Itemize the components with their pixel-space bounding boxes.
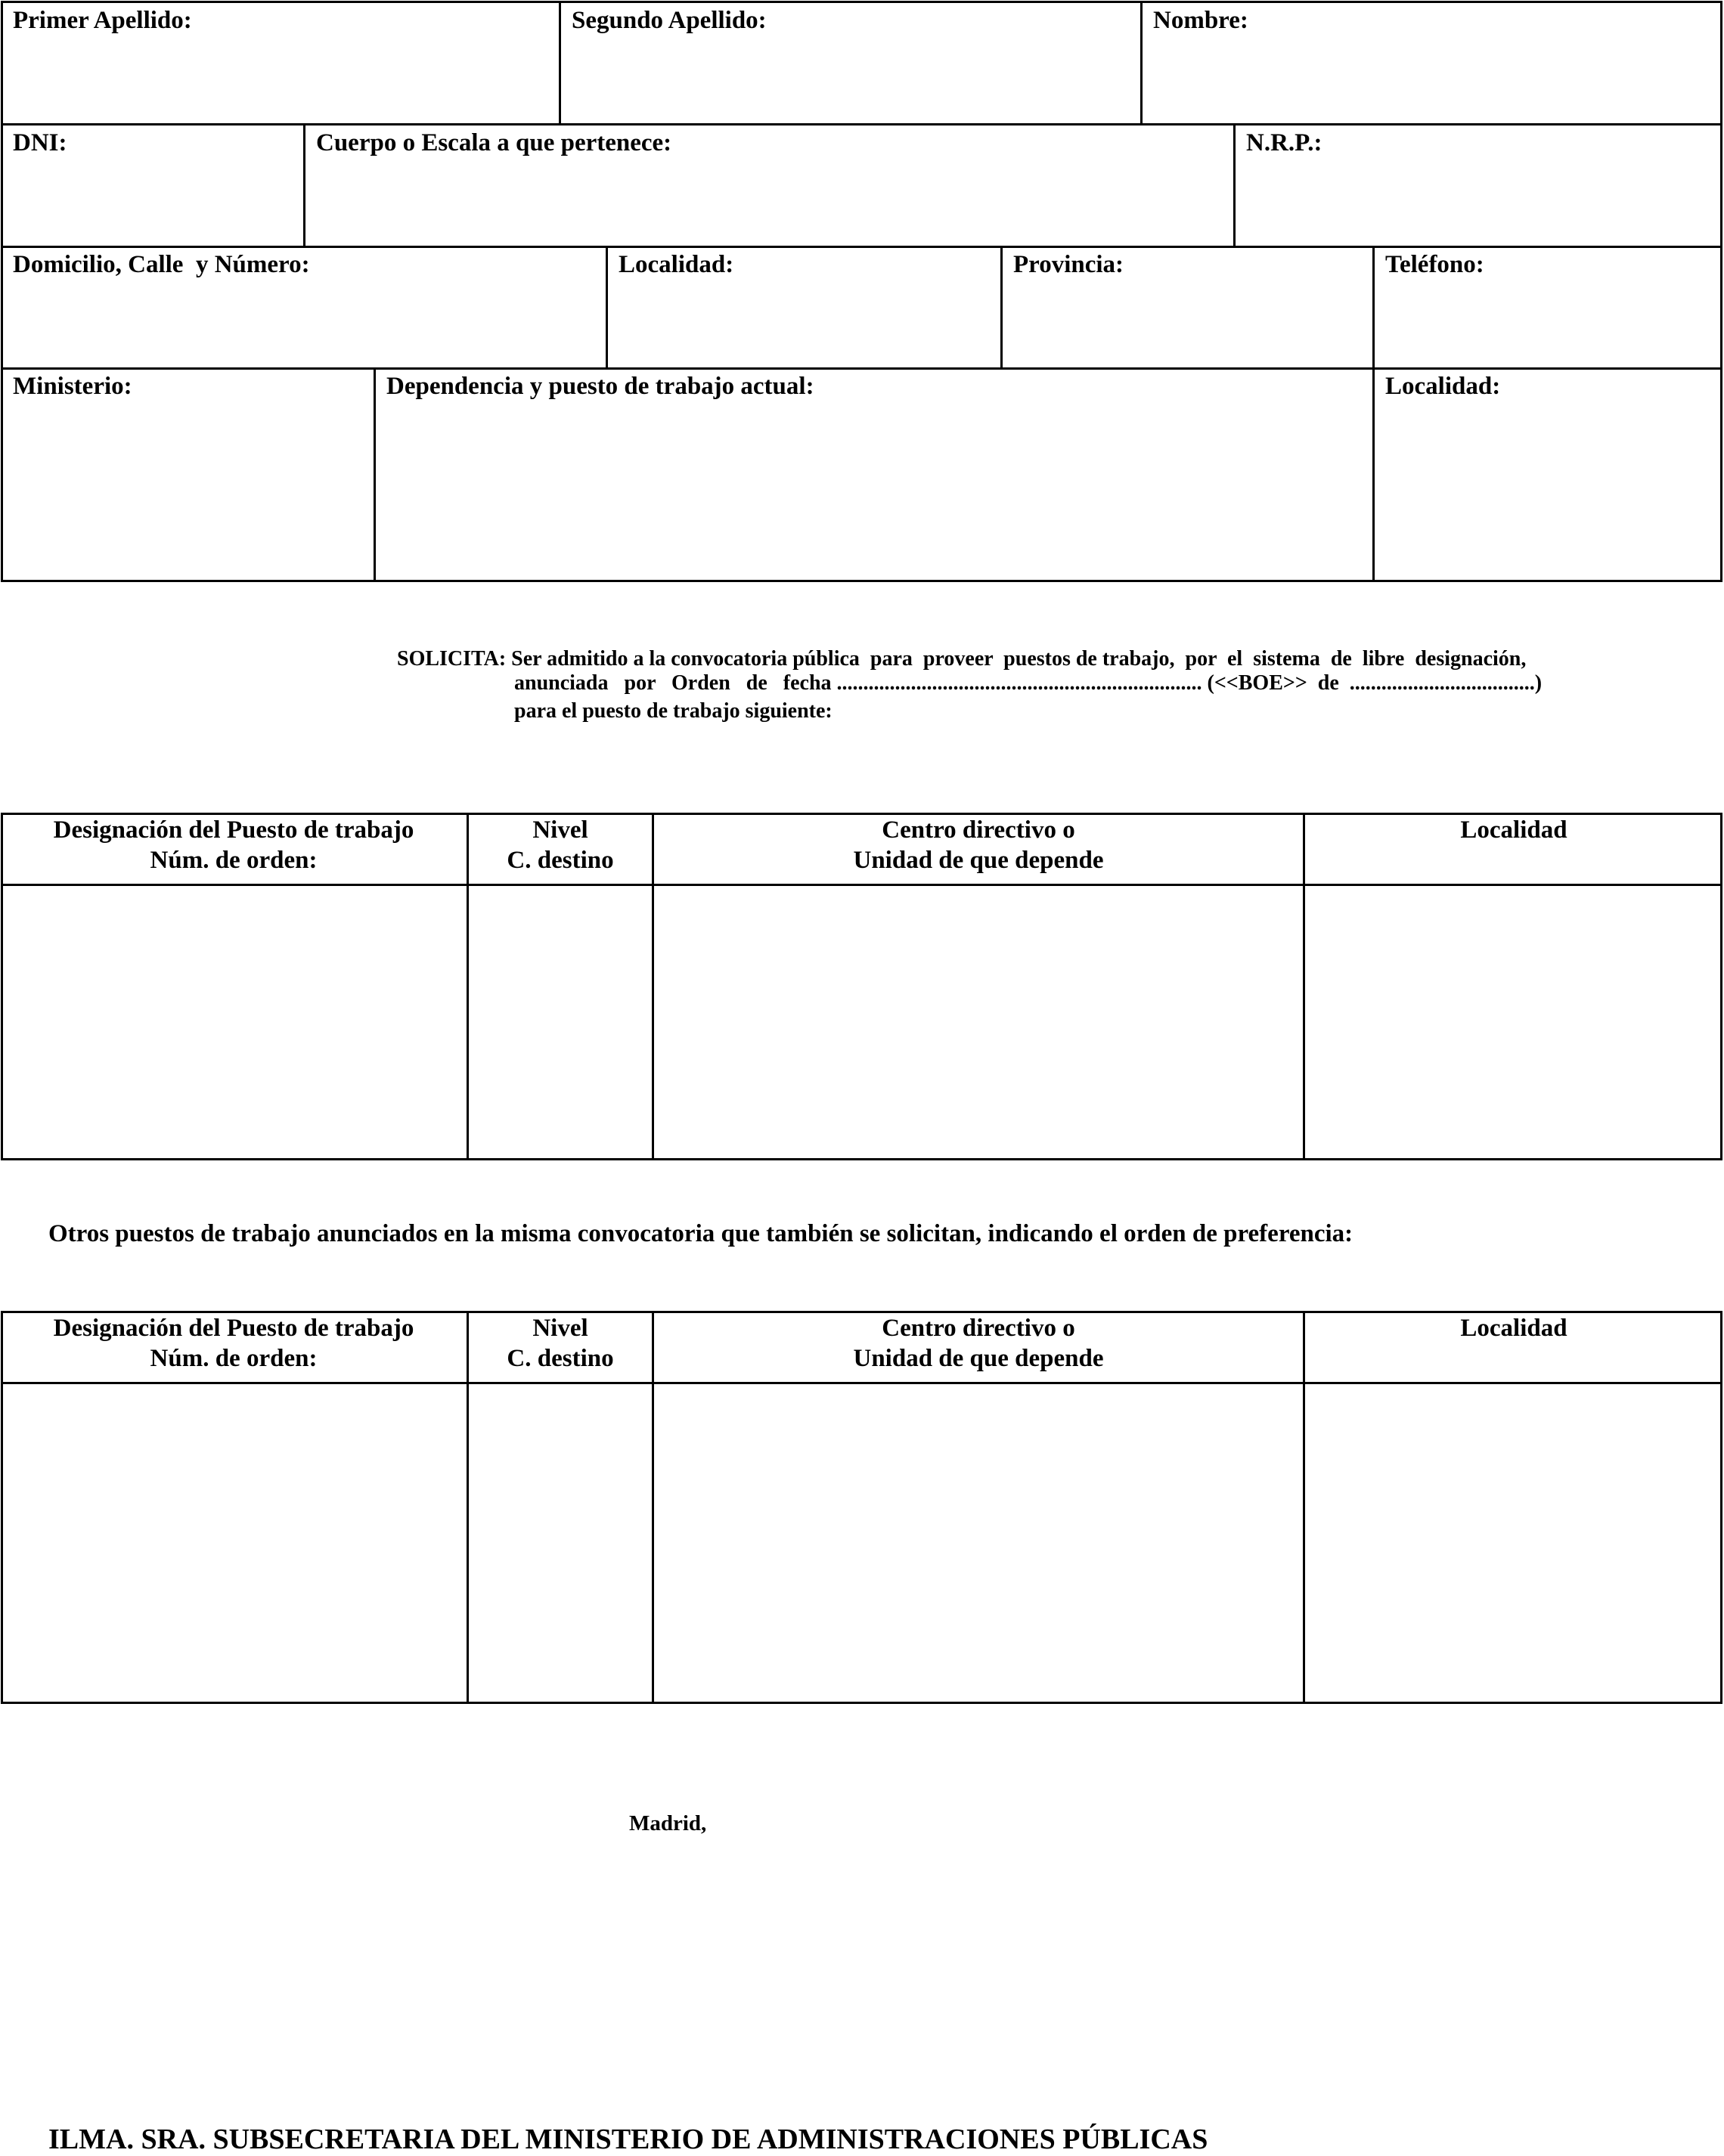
header-localidad	[1305, 1313, 1722, 1343]
header-nivel	[469, 815, 652, 875]
header-centro-line-1: Centro directivo o	[882, 1315, 1075, 1342]
localidad-field[interactable]: Localidad:	[619, 251, 734, 278]
col-divider	[1233, 123, 1236, 246]
dni-field[interactable]: DNI:	[13, 129, 67, 156]
primer-apellido-field[interactable]: Primer Apellido:	[13, 7, 192, 34]
header-localidad-line-1: Localidad	[1460, 1315, 1567, 1342]
otros-puestos-text: Otros puestos de trabajo anunciados en la misma convocatoria que también se solicitan, indicando el orden de preferencia:	[48, 1220, 1353, 1247]
header-nivel-line-1: Nivel	[532, 1315, 588, 1342]
table-cell-centro[interactable]	[654, 886, 1303, 1158]
table-cell-centro[interactable]	[654, 1384, 1303, 1702]
col-divider	[1140, 1, 1143, 124]
table-cell-designacion[interactable]	[3, 1384, 467, 1702]
header-nivel-line-1: Nivel	[532, 816, 588, 844]
col-divider	[303, 123, 305, 246]
table-cell-nivel[interactable]	[469, 886, 652, 1158]
header-nivel-line-2: C. destino	[507, 1345, 614, 1372]
header-designacion-line-2: Núm. de orden:	[150, 1345, 318, 1372]
header-centro-directivo	[654, 815, 1303, 875]
table-cell-localidad[interactable]	[1305, 1384, 1720, 1702]
cuerpo-escala-field[interactable]: Cuerpo o Escala a que pertenece:	[316, 129, 672, 156]
row-divider-2	[1, 246, 1722, 248]
header-designacion-line-1: Designación del Puesto de trabajo	[53, 816, 414, 844]
header-centro-directivo	[654, 1313, 1303, 1374]
col-divider	[559, 1, 561, 124]
header-designacion	[1, 1313, 467, 1374]
domicilio-field[interactable]: Domicilio, Calle y Número:	[13, 251, 310, 278]
col-divider	[1372, 246, 1375, 368]
header-localidad-line-1: Localidad	[1460, 816, 1567, 844]
header-nivel-line-2: C. destino	[507, 847, 614, 874]
nrp-field[interactable]: N.R.P.:	[1246, 129, 1322, 156]
col-divider	[606, 246, 608, 368]
nombre-field[interactable]: Nombre:	[1153, 7, 1248, 34]
header-centro-line-1: Centro directivo o	[882, 816, 1075, 844]
header-centro-line-2: Unidad de que depende	[853, 847, 1104, 874]
madrid-date-line: Madrid,	[629, 1811, 707, 1835]
telefono-field[interactable]: Teléfono:	[1385, 251, 1484, 278]
dependencia-field[interactable]: Dependencia y puesto de trabajo actual:	[386, 373, 814, 400]
table-cell-nivel[interactable]	[469, 1384, 652, 1702]
col-divider	[1372, 367, 1375, 581]
header-nivel	[469, 1313, 652, 1374]
row-divider-3	[1, 367, 1722, 370]
solicita-line-3: para el puesto de trabajo siguiente:	[514, 699, 833, 723]
table-cell-designacion[interactable]	[3, 886, 467, 1158]
ministerio-field[interactable]: Ministerio:	[13, 373, 132, 400]
row-divider-1	[1, 123, 1722, 125]
col-divider	[1000, 246, 1003, 368]
segundo-apellido-field[interactable]: Segundo Apellido:	[572, 7, 767, 34]
header-designacion-line-2: Núm. de orden:	[150, 847, 318, 874]
table-cell-localidad[interactable]	[1305, 886, 1720, 1158]
personal-data-block	[1, 1, 1722, 582]
addressee: ILMA. SRA. SUBSECRETARIA DEL MINISTERIO DE ADMINISTRACIONES PÚBLICAS	[48, 2123, 1208, 2155]
localidad-actual-field[interactable]: Localidad:	[1385, 373, 1501, 400]
header-centro-line-2: Unidad de que depende	[853, 1345, 1104, 1372]
header-localidad	[1305, 815, 1722, 845]
solicita-line-1: SOLICITA: Ser admitido a la convocatoria pública para proveer puestos de trabajo, por el sistema de libre designación,	[397, 647, 1527, 671]
col-divider	[374, 367, 376, 581]
header-designacion-line-1: Designación del Puesto de trabajo	[53, 1315, 414, 1342]
header-designacion	[1, 815, 467, 875]
solicita-line-2: anunciada por Orden de fecha ..................................................................... (<<BOE>> de ...................................)	[514, 671, 1543, 695]
provincia-field[interactable]: Provincia:	[1013, 251, 1124, 278]
